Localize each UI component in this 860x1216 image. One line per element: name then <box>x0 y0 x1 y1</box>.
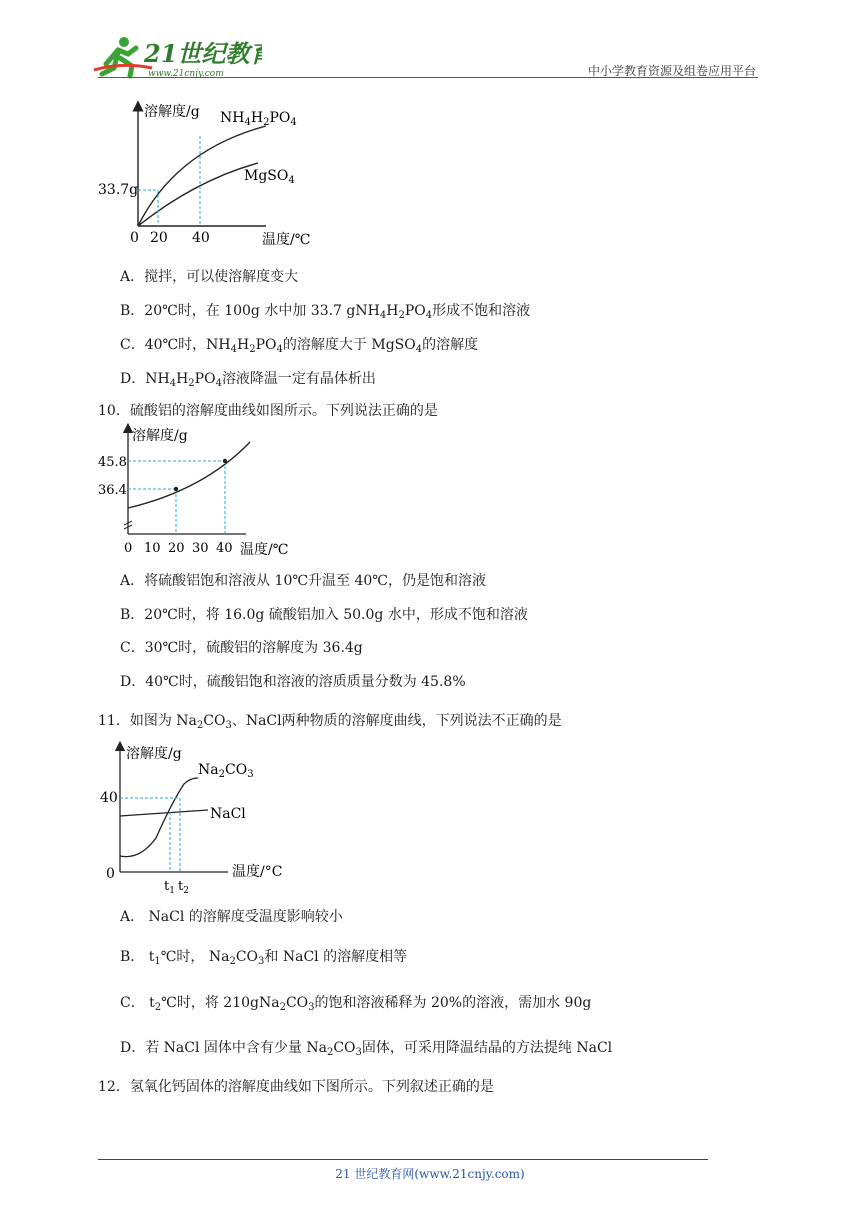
series-label-nacl: NaCl <box>210 806 246 822</box>
point-40 <box>223 459 227 463</box>
q10-solubility-chart <box>94 422 294 556</box>
footer-link[interactable]: 21 世纪教育网(www.21cnjy.com) <box>335 1167 525 1181</box>
y-axis-label: 溶解度/g <box>126 746 182 762</box>
q11-option-a: A． NaCl 的溶解度受温度影响较小 <box>120 909 343 925</box>
y-axis-label: 溶解度/g <box>132 428 188 444</box>
q10-option-b: B．20℃时，将 16.0g 硫酸铝加入 50.0g 水中，形成不饱和溶液 <box>120 607 528 623</box>
q10-option-a: A．将硫酸铝饱和溶液从 10℃升温至 40℃，仍是饱和溶液 <box>120 573 486 589</box>
origin-label: 0 <box>130 230 139 246</box>
x-axis-label: 温度/℃ <box>240 542 289 556</box>
q10-option-d: D．40℃时，硫酸铝饱和溶液的溶质质量分数为 45.8% <box>120 674 466 690</box>
series-label-mgso4: MgSO$_4$ <box>244 168 295 186</box>
y-tick-33-7: 33.7g <box>98 182 139 198</box>
x-tick-0: 0 <box>124 541 133 556</box>
x-tick-40: 40 <box>216 541 233 556</box>
curve-na2co3 <box>120 778 198 857</box>
header-divider <box>98 77 758 78</box>
series-label-nh4h2po4: $NH_4H_2PO_4$ <box>220 110 297 128</box>
q9-option-b: B．20℃时，在 100g 水中加 33.7 $gNH_4H_2PO_4$形成不饱和溶液 <box>120 303 531 321</box>
y-tick-45-8: 45.8 <box>98 455 127 470</box>
point-20 <box>174 487 178 491</box>
q9-option-c: C．40℃时，$NH_4H_2PO_4$的溶解度大于 MgSO$_4$的溶解度 <box>120 337 479 355</box>
x-tick-20: 20 <box>150 230 168 246</box>
y-tick-36-4: 36.4 <box>98 483 127 498</box>
site-tagline: 中小学教育资源及组卷应用平台 <box>587 64 756 78</box>
curve-mgso4 <box>138 163 258 226</box>
x-tick-20: 20 <box>168 541 185 556</box>
x-tick-t2: $t_2$ <box>178 879 189 896</box>
q9-solubility-chart <box>96 100 336 250</box>
logo-text: 21世纪教育 <box>144 39 262 68</box>
q12-stem: 12．氢氧化钙固体的溶解度曲线如下图所示。下列叙述正确的是 <box>98 1079 494 1095</box>
q11-option-c: C． $t_2℃$时，将 $210gNa_2CO_3$的饱和溶液稀释为 20%的溶液，需加水 90g <box>120 995 592 1013</box>
site-logo <box>92 34 262 80</box>
x-axis-label: 温度/℃ <box>262 232 311 248</box>
series-label-na2co3: $Na_2CO_3$ <box>198 762 254 780</box>
q10-stem: 10．硫酸铝的溶解度曲线如图所示。下列说法正确的是 <box>98 403 438 419</box>
x-axis-label: 温度/°C <box>232 864 283 880</box>
curve-aluminum-sulfate <box>128 442 250 508</box>
q11-stem: 11．如图为 $Na_2CO_3$、NaCl两种物质的溶解度曲线，下列说法不正确的是 <box>98 713 562 731</box>
q10-option-c: C．30℃时，硫酸铝的溶解度为 36.4g <box>120 640 363 656</box>
q11-option-b: B． $t_1℃$时， $Na_2CO_3$和 NaCl 的溶解度相等 <box>120 949 408 967</box>
q11-solubility-chart <box>100 740 300 896</box>
x-tick-40: 40 <box>192 230 210 246</box>
y-axis-label: 溶解度/g <box>144 104 200 120</box>
x-tick-t1: $t_1$ <box>164 879 175 896</box>
footer-divider <box>98 1159 708 1160</box>
q11-option-d: D．若 NaCl 固体中含有少量 $Na_2CO_3$固体，可采用降温结晶的方法提纯 NaCl <box>120 1040 613 1058</box>
q9-option-d: D．$NH_4H_2PO_4$溶液降温一定有晶体析出 <box>120 371 376 389</box>
logo-url: www.21cnjy.com <box>148 69 224 79</box>
y-tick-40: 40 <box>100 790 118 806</box>
q9-option-a: A．搅拌，可以使溶解度变大 <box>120 269 299 285</box>
curve-nacl <box>120 810 208 816</box>
origin-label: 0 <box>106 866 115 882</box>
x-tick-30: 30 <box>192 541 209 556</box>
x-tick-10: 10 <box>144 541 161 556</box>
